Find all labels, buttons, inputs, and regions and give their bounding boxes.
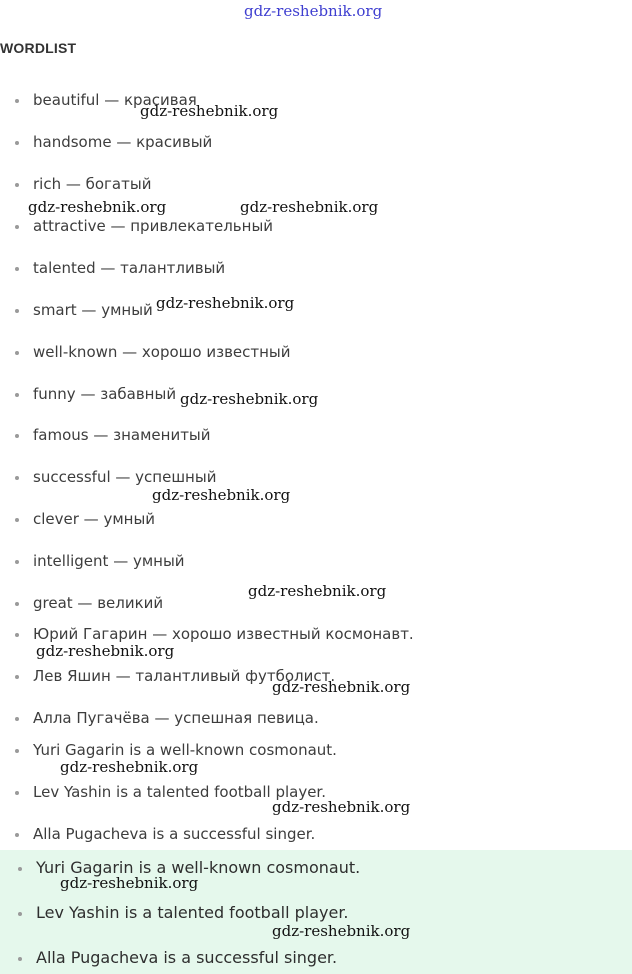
watermark-text: gdz-reshebnik.org: [60, 874, 199, 892]
bullet-icon: [15, 633, 19, 637]
list-item-text: handsome — красивый: [33, 133, 213, 151]
list-item: [0, 132, 632, 152]
list-item-text: intelligent — умный: [33, 552, 185, 570]
list-item: [0, 824, 632, 844]
watermark-text: gdz-reshebnik.org: [272, 678, 411, 696]
bullet-icon: [15, 141, 19, 145]
list-item: [0, 740, 632, 760]
list-item: [0, 509, 632, 529]
list-item-text: famous — знаменитый: [33, 426, 211, 444]
list-item-text: Lev Yashin is a talented football player.: [33, 783, 326, 801]
list-item-text: Yuri Gagarin is a well-known cosmonaut.: [36, 858, 361, 877]
watermark-text: gdz-reshebnik.org: [36, 642, 175, 660]
list-item: [0, 258, 632, 278]
bullet-icon: [15, 833, 19, 837]
bullet-icon: [15, 99, 19, 103]
bullet-icon: [15, 518, 19, 522]
list-item: [0, 551, 632, 571]
list-item-text: well-known — хорошо известный: [33, 343, 291, 361]
list-item: [0, 300, 632, 320]
bullet-icon: [15, 602, 19, 606]
list-item: [0, 90, 632, 110]
bullet-icon: [18, 957, 22, 961]
bullet-icon: [18, 912, 22, 916]
bullet-icon: [15, 225, 19, 229]
list-item: [0, 216, 632, 236]
list-item-text: Alla Pugacheva is a successful singer.: [33, 825, 316, 843]
watermark-text: gdz-reshebnik.org: [140, 102, 279, 120]
bullet-icon: [15, 267, 19, 271]
list-item-text: great — великий: [33, 594, 164, 612]
list-item-text: Lev Yashin is a talented football player.: [36, 903, 349, 922]
watermark-text: gdz-reshebnik.org: [156, 294, 295, 312]
list-item-text: Alla Pugacheva is a successful singer.: [36, 948, 338, 967]
list-item-text: beautiful — красивая: [33, 91, 197, 109]
watermark-text: gdz-reshebnik.org: [272, 922, 411, 940]
watermark-text: gdz-reshebnik.org: [60, 758, 199, 776]
list-item: [0, 624, 632, 644]
list-item: [0, 467, 632, 487]
watermark-text: gdz-reshebnik.org: [28, 198, 167, 216]
list-item-text: Алла Пугачёва — успешная певица.: [33, 709, 319, 727]
list-item-text: Лев Яшин — талантливый футболист.: [33, 667, 336, 685]
bullet-icon: [15, 675, 19, 679]
list-item: [0, 342, 632, 362]
bullet-icon: [15, 309, 19, 313]
bullet-icon: [18, 867, 22, 871]
watermark-text: gdz-reshebnik.org: [244, 2, 383, 20]
watermark-text: gdz-reshebnik.org: [272, 798, 411, 816]
bullet-icon: [15, 183, 19, 187]
bullet-icon: [15, 717, 19, 721]
list-item-text: funny — забавный: [33, 385, 177, 403]
wordlist-heading: WORDLIST: [0, 40, 77, 56]
watermark-text: gdz-reshebnik.org: [248, 582, 387, 600]
bullet-icon: [15, 791, 19, 795]
bullet-icon: [15, 393, 19, 397]
watermark-text: gdz-reshebnik.org: [240, 198, 379, 216]
list-item-text: rich — богатый: [33, 175, 152, 193]
watermark-text: gdz-reshebnik.org: [152, 486, 291, 504]
highlighted-list-item: [0, 903, 632, 923]
bullet-icon: [15, 560, 19, 564]
highlighted-list-item: [0, 948, 632, 968]
watermark-text: gdz-reshebnik.org: [180, 390, 319, 408]
list-item-text: successful — успешный: [33, 468, 217, 486]
list-item-text: Юрий Гагарин — хорошо известный космонавт.: [33, 625, 414, 643]
bullet-icon: [15, 749, 19, 753]
bullet-icon: [15, 351, 19, 355]
list-item: [0, 708, 632, 728]
bullet-icon: [15, 476, 19, 480]
list-item-text: clever — умный: [33, 510, 156, 528]
list-item: [0, 174, 632, 194]
bullet-icon: [15, 434, 19, 438]
list-item-text: talented — талантливый: [33, 259, 226, 277]
list-item-text: smart — умный: [33, 301, 153, 319]
list-item: [0, 425, 632, 445]
list-item-text: attractive — привлекательный: [33, 217, 274, 235]
list-item-text: Yuri Gagarin is a well-known cosmonaut.: [33, 741, 337, 759]
